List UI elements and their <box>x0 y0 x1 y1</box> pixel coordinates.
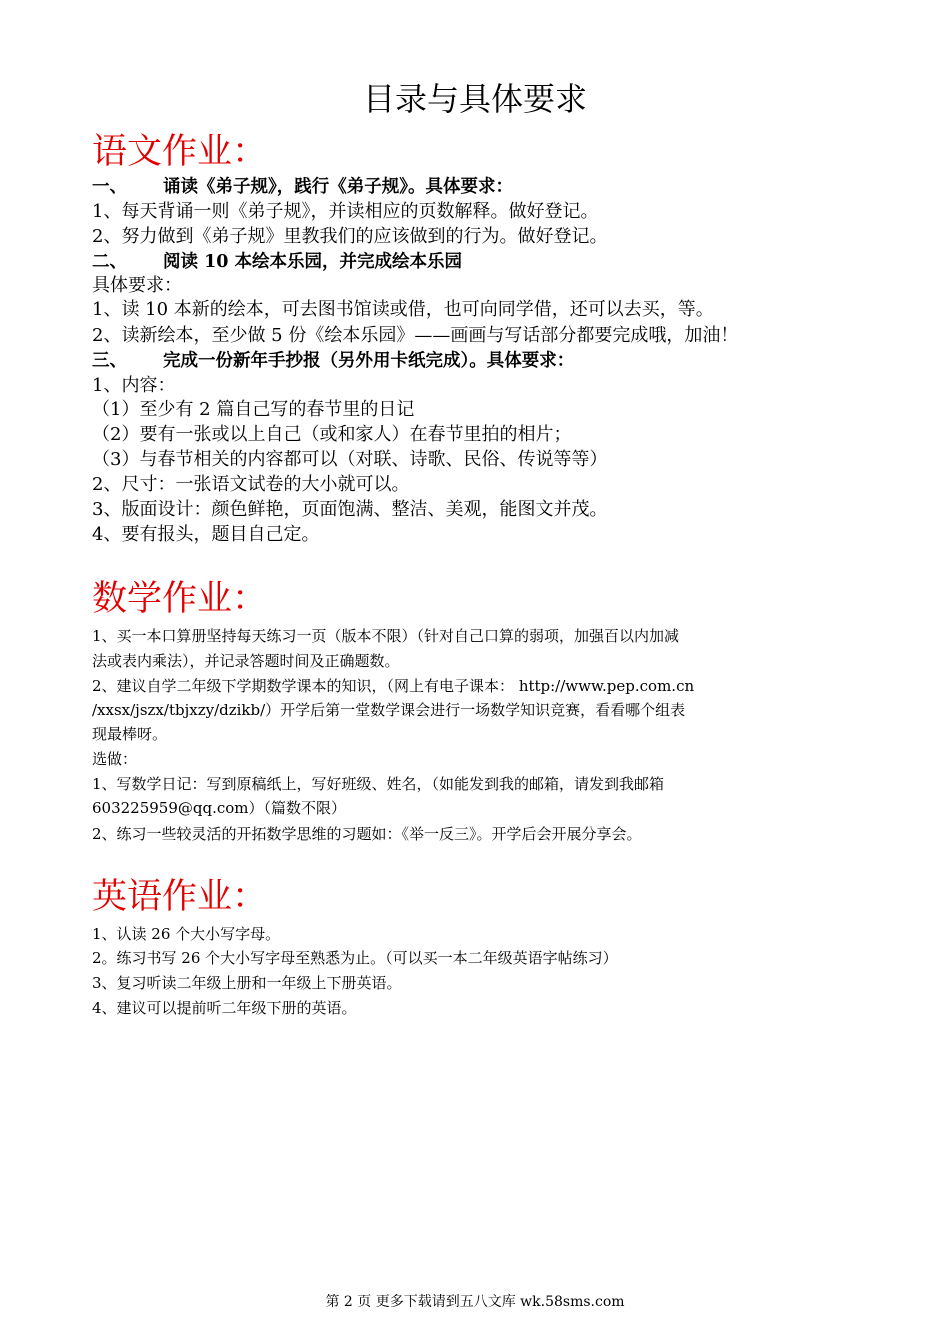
list-item: 1、内容： <box>92 375 176 396</box>
list-item: 现最棒呀。 <box>92 725 168 743</box>
list-item: （3）与春节相关的内容都可以（对联、诗歌、民俗、传说等等） <box>92 449 608 470</box>
list-item: 2、建议自学二年级下学期数学课本的知识，（网上有电子课本： http://www.pep.com.cn <box>92 677 695 695</box>
list-item: 2、尺寸：一张语文试卷的大小就可以。 <box>92 474 410 495</box>
chinese-task-3-title <box>92 349 574 373</box>
list-item: （2）要有一张或以上自己（或和家人）在春节里拍的相片； <box>92 424 572 445</box>
task-text: 阅读 10 本绘本乐园，并完成绘本乐园 <box>163 252 463 272</box>
task-text: 完成一份新年手抄报（另外用卡纸完成）。具体要求： <box>163 351 575 371</box>
list-item: 1、认读 26 个大小写字母。 <box>92 925 281 943</box>
list-item: 选做： <box>92 750 138 768</box>
list-item: 1、买一本口算册坚持每天练习一页（版本不限）（针对自己口算的弱项，加强百以内加减 <box>92 627 680 645</box>
list-item: 1、每天背诵一则《弟子规》，并读相应的页数解释。做好登记。 <box>92 201 599 222</box>
list-item: /xxsx/jszx/tbjxzy/dzikb/）开学后第一堂数学课会进行一场数学知识竞赛，看看哪个组表 <box>92 701 686 719</box>
list-item: 法或表内乘法），并记录答题时间及正确题数。 <box>92 652 400 670</box>
list-item: 2、练习一些较灵活的开拓数学思维的习题如：《举一反三》。开学后会开展分享会。 <box>92 825 642 843</box>
list-item: 4、要有报头，题目自己定。 <box>92 524 320 545</box>
task-number: 二、 <box>92 252 127 272</box>
list-item: 2、读新绘本，至少做 5 份《绘本乐园》——画画与写话部分都要完成哦，加油！ <box>92 325 739 346</box>
list-item: 1、写数学日记：写到原稿纸上，写好班级、姓名，（如能发到我的邮箱，请发到我邮箱 <box>92 775 665 793</box>
chinese-task-1-title <box>92 175 513 199</box>
task-text: 诵读《弟子规》，践行《弟子规》。具体要求： <box>163 177 513 197</box>
list-item: 603225959@qq.com）（篇数不限） <box>92 799 347 817</box>
list-item: （1）至少有 2 篇自己写的春节里的日记 <box>92 399 415 420</box>
task-number: 一、 <box>92 177 127 197</box>
math-homework-heading: 数学作业： <box>92 579 268 619</box>
list-item: 3、复习听读二年级上册和一年级上下册英语。 <box>92 974 402 992</box>
list-item: 2、努力做到《弟子规》里教我们的应该做到的行为。做好登记。 <box>92 226 608 247</box>
list-item: 3、版面设计：颜色鲜艳，页面饱满、整洁、美观，能图文并茂。 <box>92 499 608 520</box>
list-item: 4、建议可以提前听二年级下册的英语。 <box>92 999 357 1017</box>
chinese-homework-heading: 语文作业： <box>92 132 268 172</box>
requirements-label: 具体要求： <box>92 275 182 296</box>
english-homework-heading: 英语作业： <box>92 877 268 917</box>
page-footer: 第 2 页 更多下载请到五八文库 wk.58sms.com <box>325 1294 625 1310</box>
chinese-task-2-title <box>92 250 462 274</box>
list-item: 2。练习书写 26 个大小写字母至熟悉为止。（可以买一本二年级英语字帖练习） <box>92 949 618 967</box>
task-number: 三、 <box>92 351 127 371</box>
page-title: 目录与具体要求 <box>362 80 587 118</box>
list-item: 1、读 10 本新的绘本，可去图书馆读或借，也可向同学借，还可以去买，等。 <box>92 299 714 320</box>
